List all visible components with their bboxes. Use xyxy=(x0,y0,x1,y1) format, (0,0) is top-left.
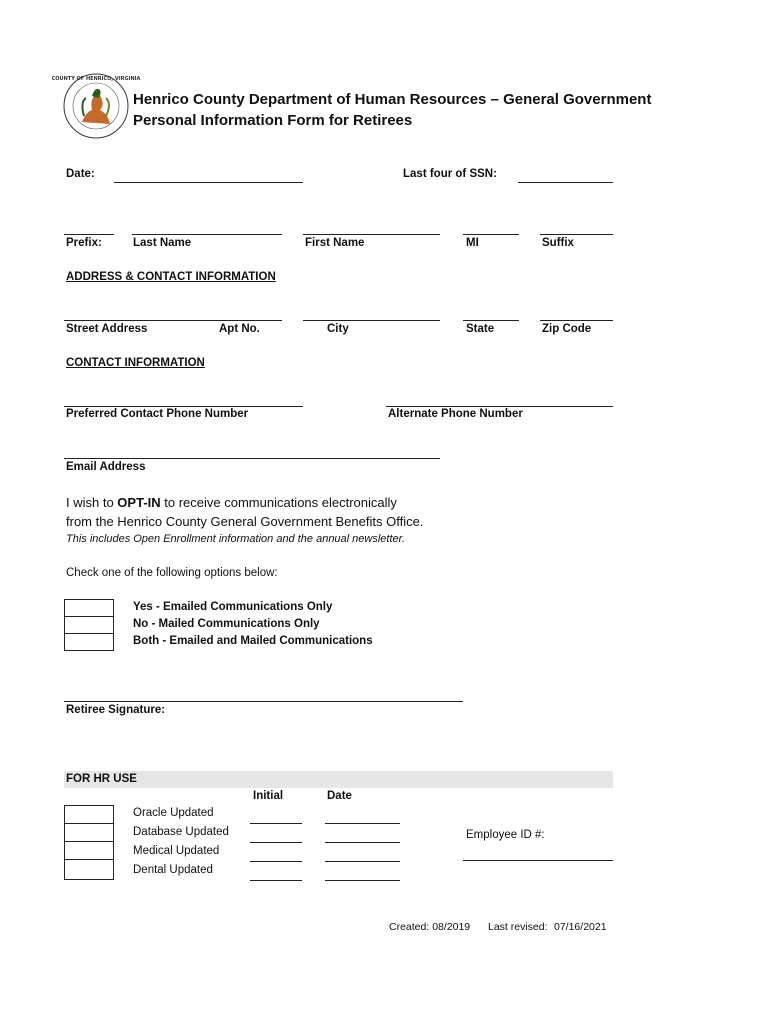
suffix-label: Suffix xyxy=(542,237,574,249)
state-line xyxy=(463,320,519,321)
city-line xyxy=(303,320,440,321)
suffix-field[interactable] xyxy=(540,218,613,234)
hr-medical-date-line[interactable] xyxy=(325,861,400,862)
hr-dental-checkbox[interactable] xyxy=(64,859,114,880)
mi-field[interactable] xyxy=(463,218,519,234)
signature-line xyxy=(64,701,463,702)
city-field[interactable] xyxy=(303,304,440,320)
hr-dental-date-line[interactable] xyxy=(325,880,400,881)
prefix-field[interactable] xyxy=(64,218,114,234)
ssn-field-line xyxy=(518,182,613,183)
hr-use-heading: FOR HR USE xyxy=(66,773,137,785)
ssn-label: Last four of SSN: xyxy=(403,168,497,180)
created-date: Created: 08/2019 xyxy=(389,921,471,933)
date-field[interactable] xyxy=(114,166,303,182)
hr-database-initial-line[interactable] xyxy=(250,842,302,843)
hr-medical-initial-line[interactable] xyxy=(250,861,302,862)
preferred-phone-label: Preferred Contact Phone Number xyxy=(66,408,249,420)
employee-id-label: Employee ID #: xyxy=(466,829,545,841)
mi-label: MI xyxy=(466,237,479,249)
city-label: City xyxy=(327,323,349,335)
hr-database-checkbox[interactable] xyxy=(64,823,114,842)
street-address-label: Street Address xyxy=(66,323,148,335)
preferred-phone-line xyxy=(64,406,303,407)
street-address-field[interactable] xyxy=(64,304,282,320)
ssn-field[interactable] xyxy=(518,166,613,182)
last-revised-date: 07/16/2021 xyxy=(554,921,607,933)
email-field[interactable] xyxy=(64,442,440,458)
optin-instruction: Check one of the following options below: xyxy=(66,567,278,579)
optin-text-post: to receive communications electronically xyxy=(160,495,397,510)
hr-medical-checkbox[interactable] xyxy=(64,841,114,860)
hr-initial-header: Initial xyxy=(253,790,284,802)
apt-no-label: Apt No. xyxy=(219,323,260,335)
alternate-phone-field[interactable] xyxy=(386,390,613,406)
address-section-heading: ADDRESS & CONTACT INFORMATION xyxy=(66,271,276,283)
last-name-field[interactable] xyxy=(132,218,282,234)
hr-oracle-date-line[interactable] xyxy=(325,823,400,824)
hr-database-date-line[interactable] xyxy=(325,842,400,843)
option-yes-label: Yes - Emailed Communications Only xyxy=(133,601,333,613)
state-label: State xyxy=(466,323,495,335)
alternate-phone-line xyxy=(386,406,613,407)
form-title-line1: Henrico County Department of Human Resources – General Government xyxy=(133,91,652,108)
first-name-line xyxy=(303,234,440,235)
signature-field[interactable] xyxy=(64,685,463,701)
hr-date-header: Date xyxy=(327,790,352,802)
optin-note: This includes Open Enrollment information and the annual newsletter. xyxy=(66,533,405,545)
hr-item-oracle: Oracle Updated xyxy=(133,807,214,819)
suffix-line xyxy=(540,234,613,235)
last-revised-label: Last revised: xyxy=(488,921,548,933)
optin-text-pre: I wish to xyxy=(66,495,118,510)
email-label: Email Address xyxy=(66,461,146,473)
option-no-label: No - Mailed Communications Only xyxy=(133,618,320,630)
employee-id-line xyxy=(463,860,613,861)
prefix-label: Prefix: xyxy=(66,237,102,249)
hr-item-dental: Dental Updated xyxy=(133,864,213,876)
option-both-checkbox[interactable] xyxy=(64,633,114,651)
date-label: Date: xyxy=(66,168,95,180)
optin-statement-line1 xyxy=(66,495,397,510)
employee-id-field[interactable] xyxy=(463,844,613,860)
optin-keyword: OPT-IN xyxy=(117,495,161,510)
form-title-line2: Personal Information Form for Retirees xyxy=(133,112,413,129)
first-name-label: First Name xyxy=(305,237,365,249)
last-name-label: Last Name xyxy=(133,237,192,249)
street-address-line xyxy=(64,320,282,321)
option-yes-checkbox[interactable] xyxy=(64,599,114,617)
svg-text:COUNTY OF HENRICO, VIRGINIA: COUNTY OF HENRICO, VIRGINIA xyxy=(51,76,141,82)
county-seal-logo xyxy=(51,72,141,140)
first-name-field[interactable] xyxy=(303,218,440,234)
prefix-line xyxy=(64,234,114,235)
hr-oracle-checkbox[interactable] xyxy=(64,805,114,824)
contact-section-heading: CONTACT INFORMATION xyxy=(66,357,205,369)
zip-code-label: Zip Code xyxy=(542,323,592,335)
hr-item-database: Database Updated xyxy=(133,826,229,838)
mi-line xyxy=(463,234,519,235)
hr-item-medical: Medical Updated xyxy=(133,845,220,857)
option-no-checkbox[interactable] xyxy=(64,616,114,634)
signature-label: Retiree Signature: xyxy=(66,704,166,716)
option-both-label: Both - Emailed and Mailed Communications xyxy=(133,635,373,647)
optin-statement-line2: from the Henrico County General Government Benefits Office. xyxy=(66,514,424,529)
state-field[interactable] xyxy=(463,304,519,320)
hr-use-bar xyxy=(64,771,613,788)
alternate-phone-label: Alternate Phone Number xyxy=(388,408,523,420)
hr-dental-initial-line[interactable] xyxy=(250,880,302,881)
zip-code-line xyxy=(540,320,613,321)
zip-code-field[interactable] xyxy=(540,304,613,320)
email-line xyxy=(64,458,440,459)
preferred-phone-field[interactable] xyxy=(64,390,303,406)
date-field-line xyxy=(114,182,303,183)
hr-oracle-initial-line[interactable] xyxy=(250,823,302,824)
last-name-line xyxy=(132,234,282,235)
